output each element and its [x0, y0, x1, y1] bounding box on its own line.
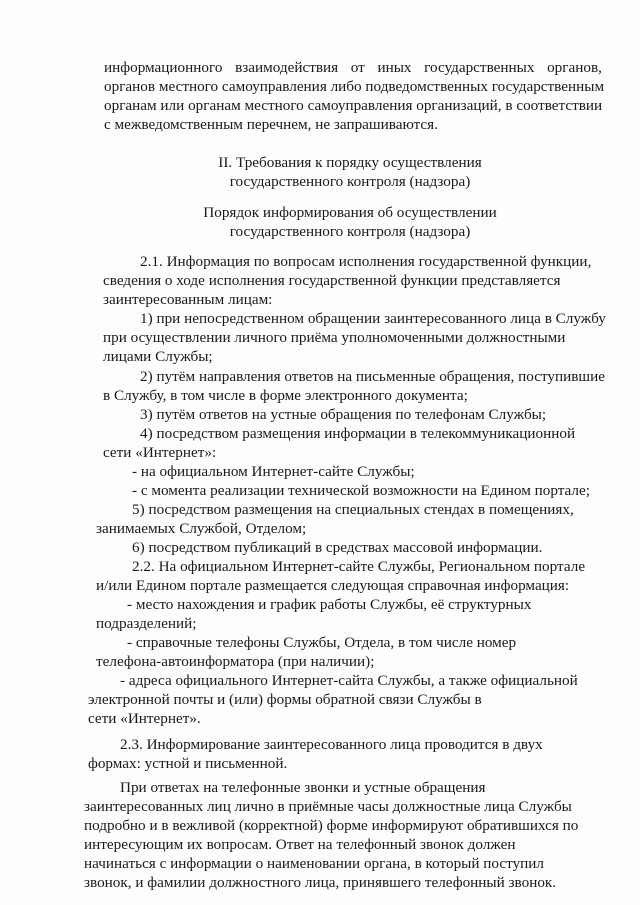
text-line: органов местного самоуправления либо подведомственных государственным	[104, 78, 605, 95]
word: информационного	[104, 59, 223, 76]
text-line: сети «Интернет».	[88, 710, 201, 727]
text-line: заинтересованных лиц лично в приёмные часы должностные лица Службы	[84, 798, 572, 815]
list-item-5: 5) посредством размещения на специальных стендах в помещениях,	[132, 501, 574, 518]
info-item: - справочные телефоны Службы, Отдела, в том числе номер	[127, 634, 517, 651]
list-item-1: 1) при непосредственном обращении заинтересованного лица в Службу	[140, 310, 606, 327]
info-item: - адреса официального Интернет-сайта Службы, а также официальной	[120, 672, 578, 689]
text-line: электронной почты и (или) формы обратной связи Службы в	[88, 691, 482, 708]
text-line: лицами Службы;	[103, 348, 213, 365]
list-item-6: 6) посредством публикаций в средствах массовой информации.	[132, 539, 543, 556]
info-item: - место нахождения и график работы Службы, её структурных	[127, 596, 532, 613]
list-subitem: - на официальном Интернет-сайте Службы;	[132, 463, 415, 480]
text-line: при осуществлении личного приёма уполномоченными должностными	[103, 329, 566, 346]
paragraph-2-1: 2.1. Информация по вопросам исполнения государственной функции,	[140, 253, 592, 270]
paragraph-last: При ответах на телефонные звонки и устные обращения	[120, 779, 486, 796]
list-item-2: 2) путём направления ответов на письменные обращения, поступившие	[140, 368, 605, 385]
list-item-3: 3) путём ответов на устные обращения по телефонам Службы;	[140, 406, 547, 423]
text-line: заинтересованным лицам:	[103, 291, 273, 308]
text-line: телефона-автоинформатора (при наличии);	[96, 653, 375, 670]
subsection-title: Порядок информирования об осуществлении	[203, 204, 497, 221]
paragraph-2-3: 2.3. Информирование заинтересованного лица проводится в двух	[120, 736, 543, 753]
word: государственных	[424, 59, 535, 76]
section-title: государственного контроля (надзора)	[229, 173, 471, 190]
word: органов,	[547, 59, 602, 76]
text-line: начинаться с информации о наименовании органа, в который поступил	[84, 855, 545, 872]
text-line: интересующим их вопросам. Ответ на телефонный звонок должен	[84, 836, 516, 853]
text-line: и/или Едином портале размещается следующая справочная информация:	[96, 577, 570, 594]
text-line: подразделений;	[96, 615, 197, 632]
subsection-title: государственного контроля (надзора)	[229, 223, 471, 240]
text-line: органам или органам местного самоуправления организаций, в соответствии	[104, 97, 603, 114]
word: иных	[377, 59, 412, 76]
text-line: сведения о ходе исполнения государственной функции представляется	[103, 272, 561, 289]
list-subitem: - с момента реализации технической возможности на Едином портале;	[132, 482, 590, 499]
text-line: с межведомственным перечнем, не запрашиваются.	[104, 116, 438, 133]
text-line: звонок, и фамилии должностного лица, принявшего телефонный звонок.	[84, 874, 557, 891]
text-line: сети «Интернет»:	[103, 444, 217, 461]
list-item-4: 4) посредством размещения информации в телекоммуникационной	[140, 425, 576, 442]
text-line: формах: устной и письменной.	[88, 755, 288, 772]
text-line: в Службу, в том числе в форме электронного документа;	[103, 387, 468, 404]
text-line	[104, 58, 602, 77]
paragraph-2-2: 2.2. На официальном Интернет-сайте Службы, Региональном портале	[132, 558, 586, 575]
word: взаимодействия	[235, 59, 339, 76]
text-line: занимаемых Службой, Отделом;	[96, 520, 307, 537]
word: от	[350, 59, 365, 76]
section-title: II. Требования к порядку осуществления	[218, 154, 482, 171]
text-line: подробно и в вежливой (корректной) форме информируют обратившихся по	[84, 817, 579, 834]
